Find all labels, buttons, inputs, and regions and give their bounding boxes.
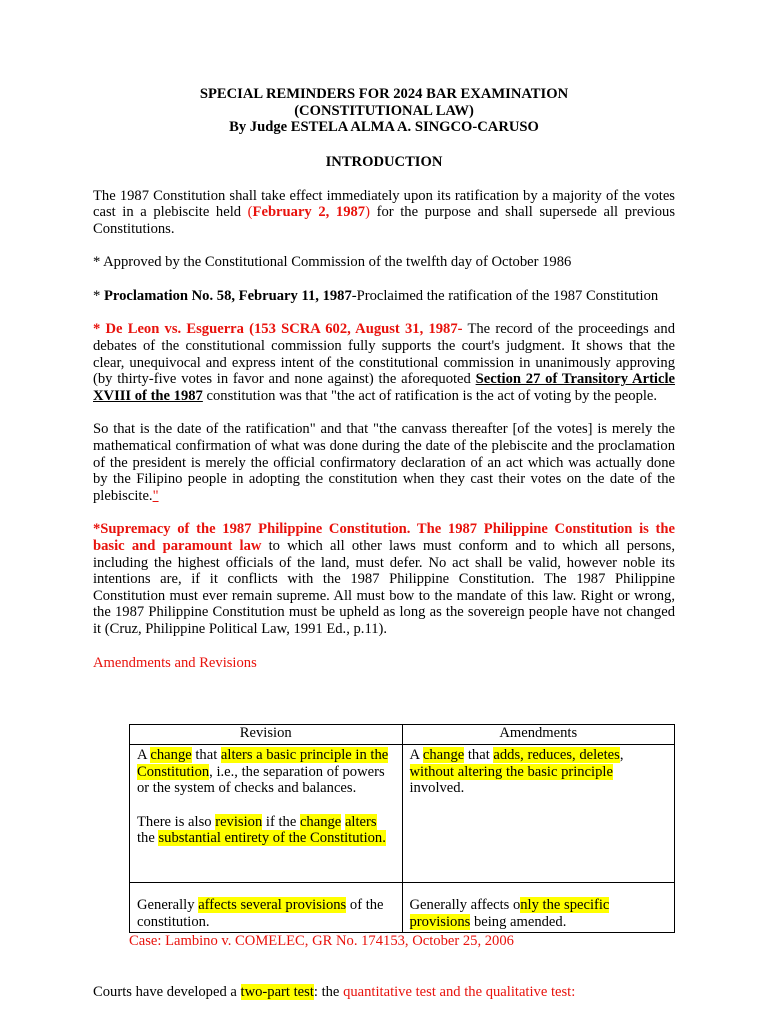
paragraph-de-leon: * De Leon vs. Esguerra (153 SCRA 602, August 31, 1987- The record of the proceedings and debates of the constitutional commission fully supports the court's judgment. It shows that the clear, unequivocal and express intent of the constitutional commission in unanimously approving (by thirty-five votes in favor and none against) the aforequoted Section 27 of Transitory Article XVIII of the 1987 constitution was that "the act of ratification is the act of voting by the people. [93, 321, 675, 404]
title-author: By Judge ESTELA ALMA A. SINGCO-CARUSO [229, 119, 539, 135]
paragraph-two-part-test: Courts have developed a two-part test: the quantitative test and the qualitative test: [93, 984, 576, 1000]
table-row [130, 745, 675, 883]
document-body [93, 86, 675, 671]
document-title [93, 86, 675, 136]
introduction-heading: INTRODUCTION [325, 153, 443, 170]
paragraph-supremacy: *Supremacy of the 1987 Philippine Constitution. The 1987 Philippine Constitution is the basic and paramount law to which all other laws must conform and to which all persons, including the highest officials of the land, must defer. No act shall be valid, however noble its intentions are, if it conflicts with the 1987 Philippine Constitution. The 1987 Philippine Constitution must ever remain supreme. All must bow to the mandate of this law. Right or wrong, the 1987 Philippine Constitution must be upheld as long as the sovereign people have not changed it (Cruz, Philippine Political Law, 1991 Ed., p.11). [93, 521, 675, 637]
table-row [130, 883, 675, 933]
cell-revision-definition: A change that alters a basic principle in the Constitution, i.e., the separation of powers or the system of checks and balances. There is also revision if the change alters the substantial entirety of the Constitution. [130, 745, 403, 883]
cell-revision-effect: Generally affects several provisions of the constitution. [130, 883, 403, 933]
cell-amendment-effect: Generally affects only the specific provisions being amended. [402, 883, 675, 933]
footnote-mark: " [152, 487, 159, 504]
paragraph-proclamation: * Proclamation No. 58, February 11, 1987-Proclaimed the ratification of the 1987 Constitution [93, 287, 659, 304]
paragraph-ratification: The 1987 Constitution shall take effect immediately upon its ratification by a majority of the votes cast in a plebiscite held (February 2, 1987) for the purpose and shall supersede all previous Constitutions. [93, 187, 675, 237]
paragraph-canvass: So that is the date of the ratification" and that "the canvass thereafter [of the votes] is merely the mathematical confirmation of what was done during the date of the plebiscite and the proclamation of the president is merely the official confirmatory declaration of an act which was actually done by the Filipino people in adopting the constitution when they cast their votes on the date of the plebiscite." [93, 421, 675, 504]
title-line-2: (CONSTITUTIONAL LAW) [294, 102, 474, 119]
case-citation: Case: Lambino v. COMELEC, GR No. 174153, October 25, 2006 [129, 933, 514, 949]
title-line-1: SPECIAL REMINDERS FOR 2024 BAR EXAMINATION [199, 86, 569, 102]
table-header-row [130, 725, 675, 745]
header-revision: Revision [130, 725, 403, 745]
cell-amendment-definition: A change that adds, reduces, deletes, without altering the basic principle involved. [402, 745, 675, 883]
revision-amendment-table [129, 724, 675, 933]
header-amendments: Amendments [402, 725, 675, 745]
paragraph-approved: * Approved by the Constitutional Commission of the twelfth day of October 1986 [93, 254, 572, 271]
amendments-heading: Amendments and Revisions [93, 654, 257, 671]
